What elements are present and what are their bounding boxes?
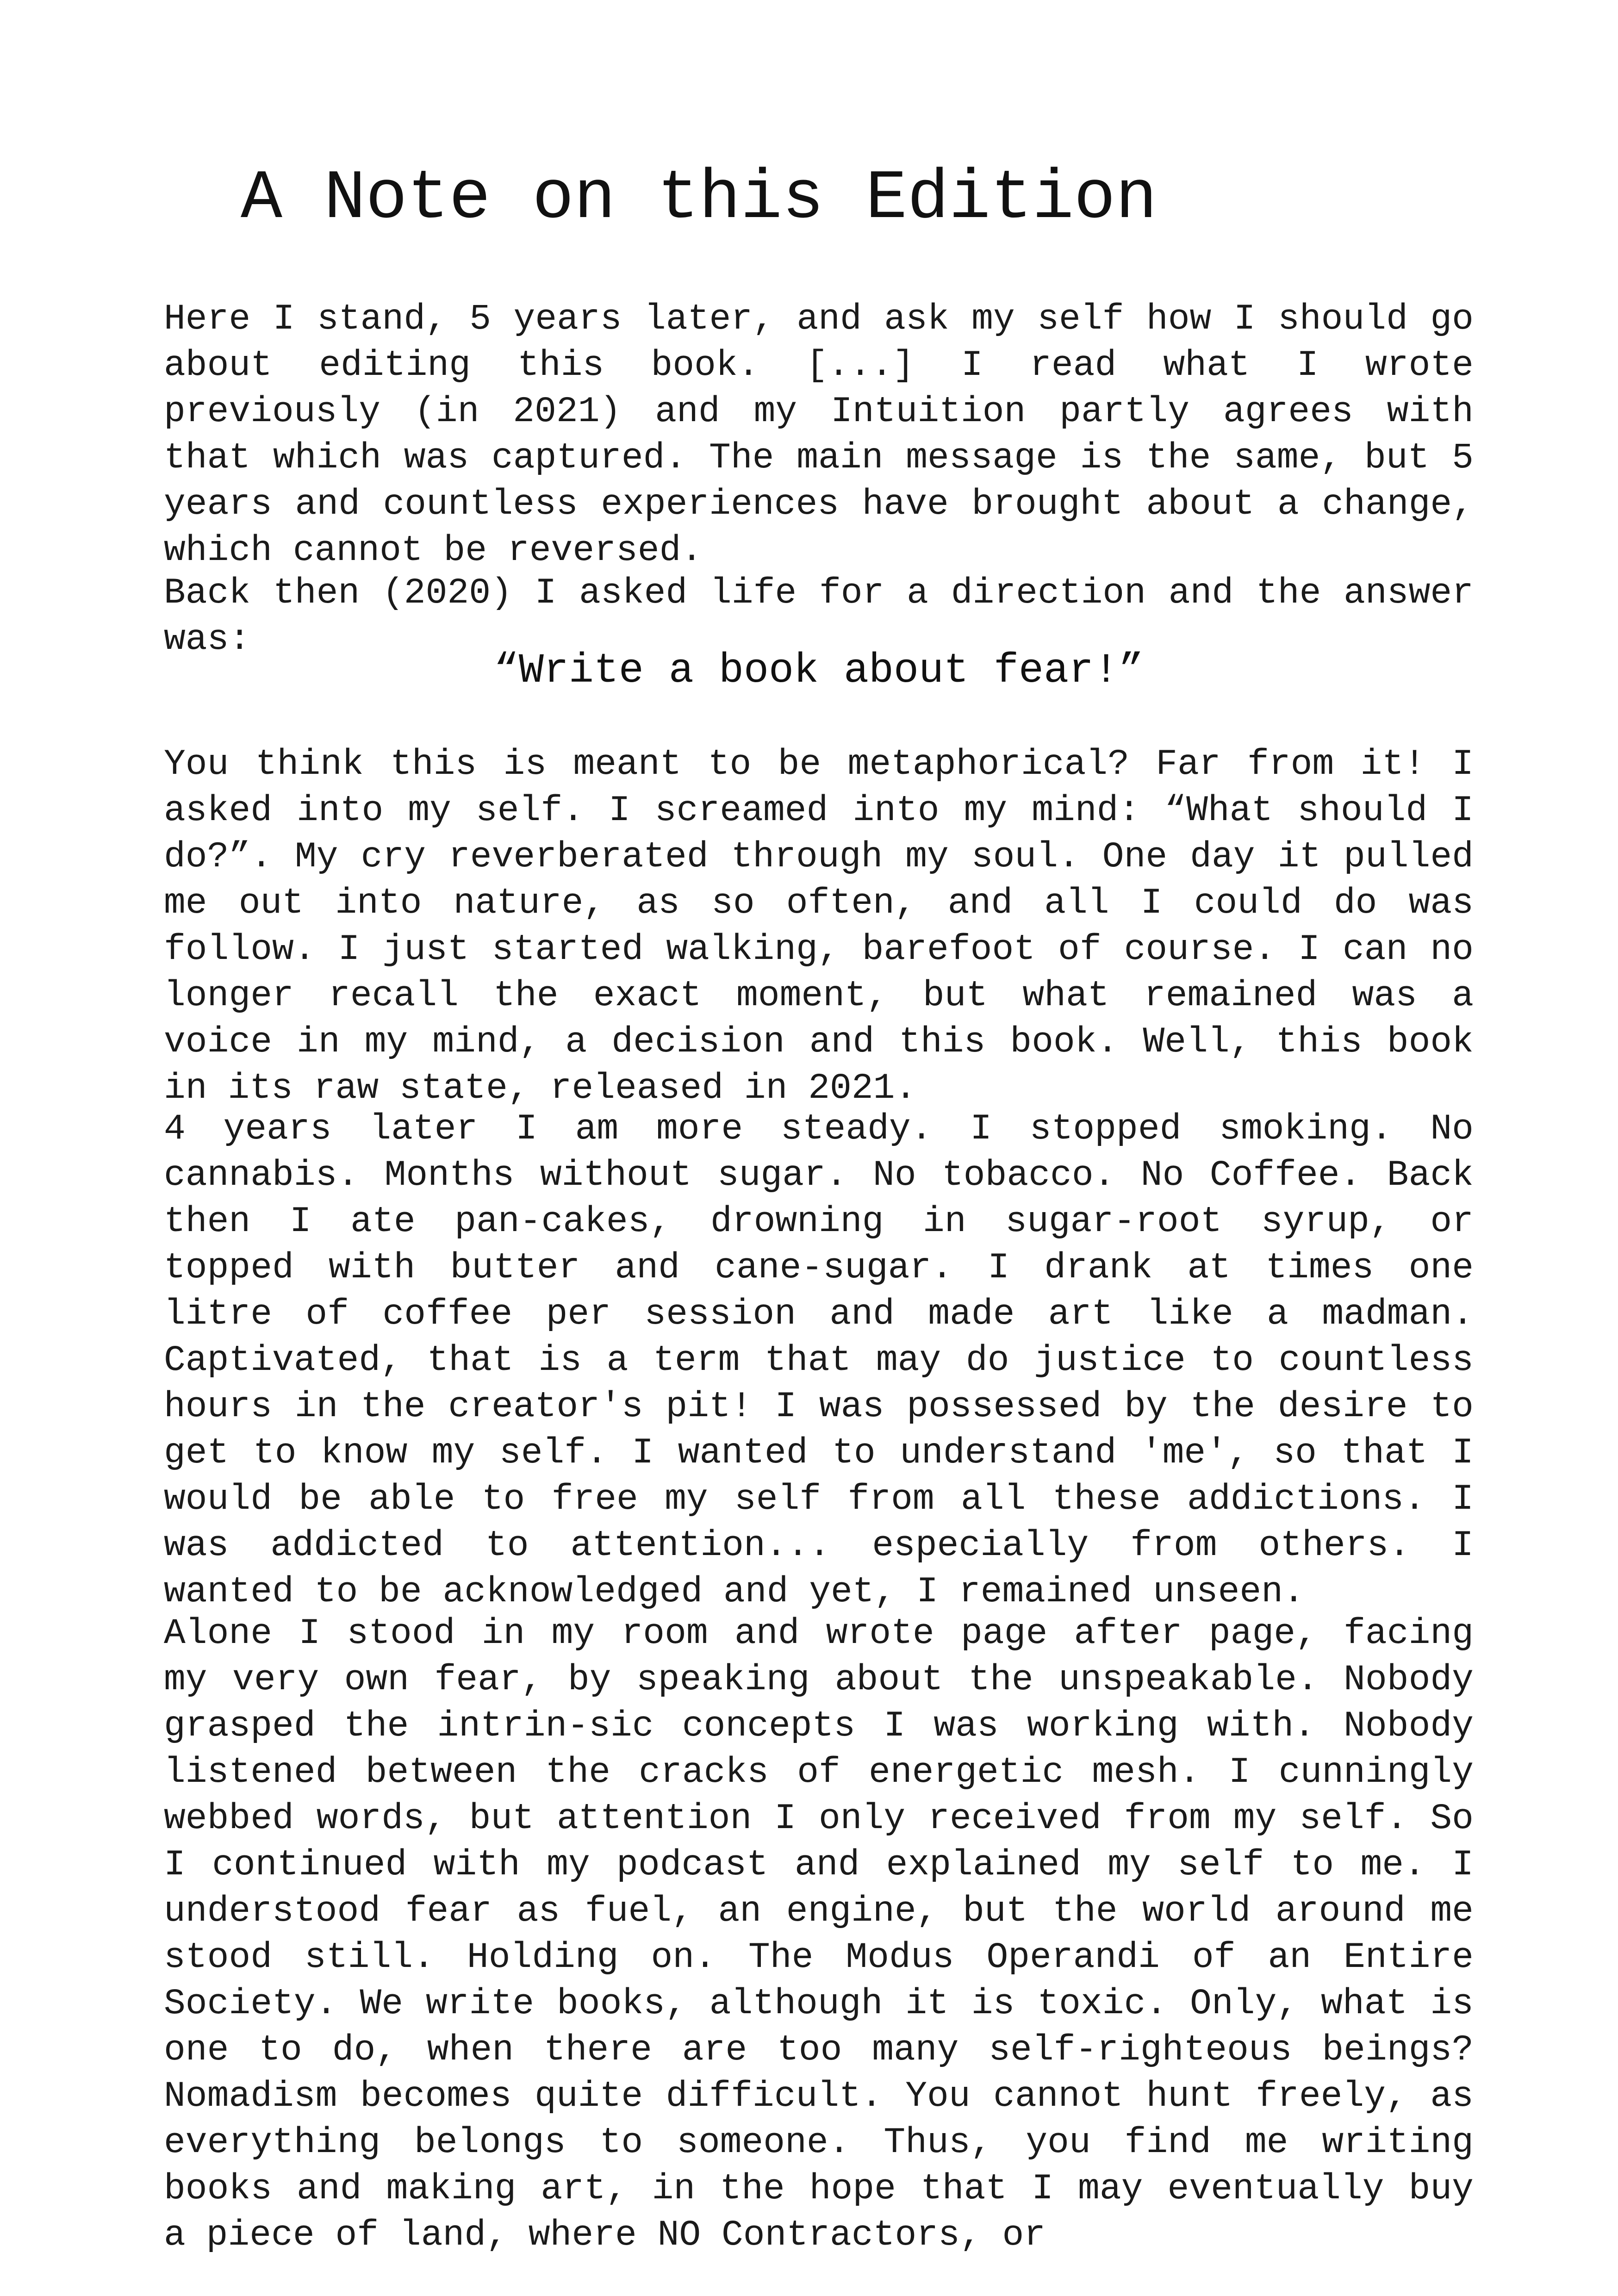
paragraph-alone: Alone I stood in my room and wrote page after page, facing my very own fear, by speaking about the unspeakable. Nobody grasped the intrin-sic concepts I was working with. Nobody listened between the cracks of energetic mesh. I cunningly webbed words, but attention I only received from my self. So I continued with my podcast and explained my self to me. I understood fear as fuel, an engine, but the world around me stood still. Holding on. The Modus Operandi of an Entire Society. We write books, although it is toxic. Only, what is one to do, when there are too many self-righteous beings? Nomadism becomes quite difficult. You cannot hunt freely, as everything belongs to someone. Thus, you find me writing books and making art, in the hope that I may eventually buy a piece of land, where NO Contractors, or [164, 1613, 1474, 2256]
paragraph-metaphorical: You think this is meant to be metaphorical? Far from it! I asked into my self. I screamed into my mind: “What should I do?”. My cry reverberated through my soul. One day it pulled me out into nature, as so often, and all I could do was follow. I just started walking, barefoot of course. I can no longer recall the exact moment, but what remained was a voice in my mind, a decision and this book. Well, this book in its raw state, released in 2021. [164, 744, 1474, 1109]
page-title: A Note on this Edition [241, 160, 1157, 238]
centered-quote: “Write a book about fear!” [493, 647, 1144, 695]
paragraph-back-then: Back then (2020) I asked life for a direction and the answer was: [164, 573, 1474, 660]
paragraph-four-years-later: 4 years later I am more steady. I stopped smoking. No cannabis. Months without sugar. No tobacco. No Coffee. Back then I ate pan-cakes, drowning in sugar-root syrup, or topped with butter and cane-sugar. I drank at times one litre of coffee per session and made art like a madman. Captivated, that is a term that may do justice to countless hours in the creator's pit! I was possessed by the desire to get to know my self. I wanted to understand 'me', so that I would be able to free my self from all these addictions. I was addicted to attention... especially from others. I wanted to be acknowledged and yet, I remained unseen. [164, 1109, 1474, 1612]
paragraph-intro: Here I stand, 5 years later, and ask my self how I should go about editing this book. [...] I read what I wrote previously (in 2021) and my Intuition partly agrees with that which was captured. The main message is the same, but 5 years and countless experiences have brought about a change, which cannot be reversed. [164, 299, 1474, 571]
